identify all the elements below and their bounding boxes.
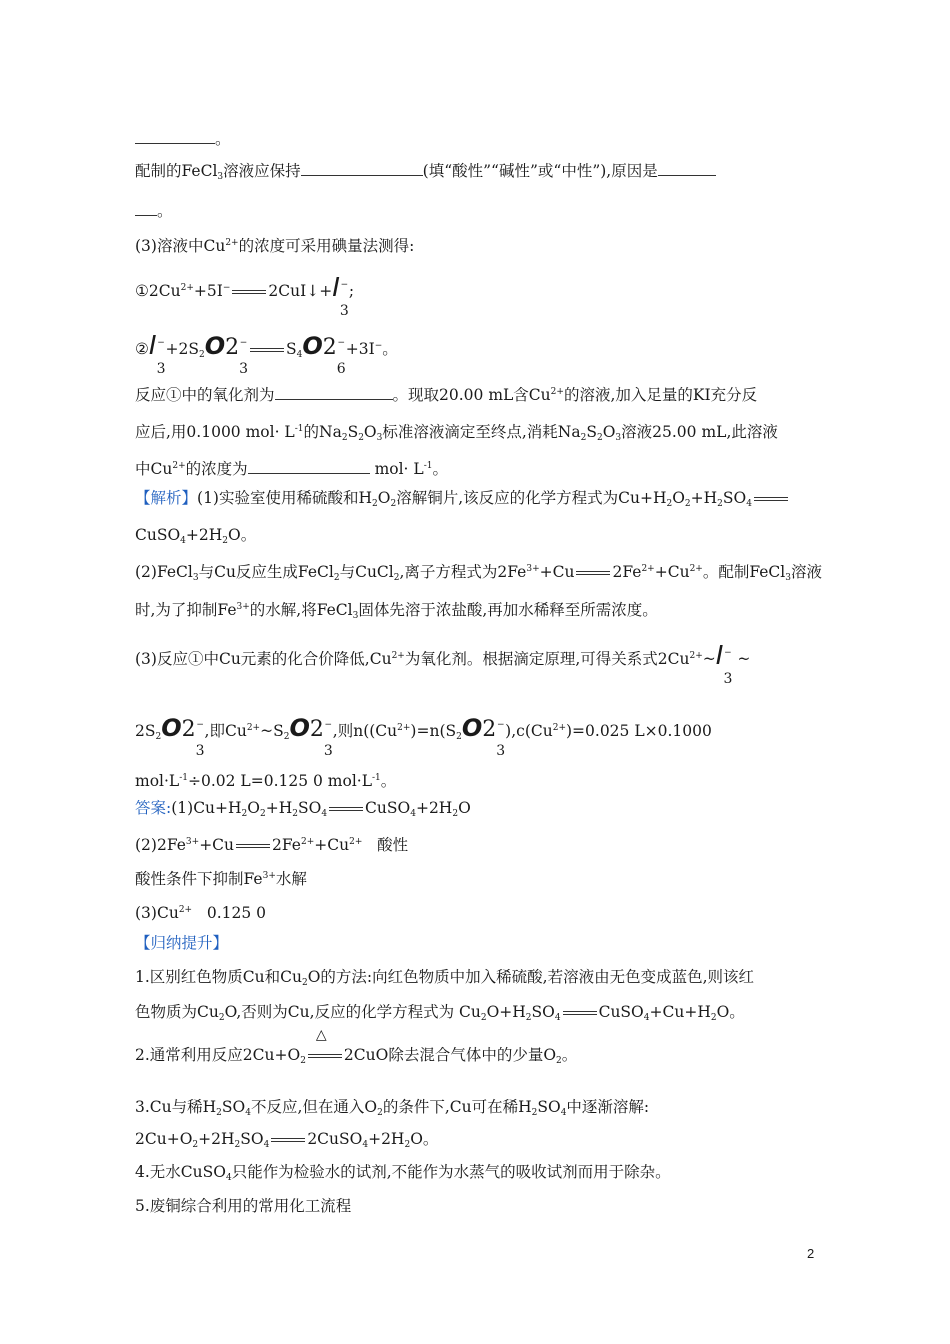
- summary-line-6: 4.无水CuSO$_4$只能作为检验水的试剂,不能作为水蒸气的吸收试剂而用于除杂。: [135, 1163, 671, 1183]
- analysis-line-5: (3)反应①中Cu元素的化合价降低$,Cu^{2+}$为氧化剂。根据滴定原理,可得关系式$2Cu^{2+}\sim I^-$ 3 ~: [135, 641, 751, 687]
- analysis-line-1: 【解析】(1)实验室使用稀硫酸和$H_2O_2$溶解铜片,该反应的化学方程式为$Cu+H_2O_2+H_2SO_4$: [135, 487, 790, 515]
- summary-line-3: 2.通常利用反应$2Cu+O_2$ △ 2CuO除去混合气体中的少量$O_2$。: [135, 1044, 577, 1072]
- answer-blank[interactable]: [658, 161, 716, 176]
- q-line-6: 应后,用0.1000 $mol\cdot L^{-1}$的$Na_2S_2O_3$标准溶液滴定至终点,消耗$Na_2S_2O_3$溶液25.00 mL,此溶液: [135, 423, 778, 443]
- analysis-line-6: $2S_2O2^-$ 3,即$Cu^{2+}\sim S_2O2^-$ 3,则$n((Cu^{2+})=n(S_2O2^-$ $3),c(Cu^{2+})=0.025$ L×0.1000: [135, 714, 712, 759]
- page-number: 2: [807, 1246, 815, 1261]
- answer-blank[interactable]: [301, 161, 423, 176]
- answer-line-2: $(2)2Fe^{3+}+Cu$ $2Fe^{2+}+Cu^{2+}$ 酸性: [135, 836, 409, 854]
- summary-line-4: 3.Cu与稀$H_2SO_4$不反应,但在通入$O_2$的条件下,Cu可在稀$H_2SO_4$中逐渐溶解:: [135, 1098, 650, 1118]
- summary-line-5: $2Cu+O_2+2H_2SO_4$ $2CuSO_4+2H_2O$。: [135, 1130, 439, 1150]
- summary-line-1: 1.区别红色物质Cu和$Cu_2O$的方法:向红色物质中加入稀硫酸,若溶液由无色变成蓝色,则该红: [135, 968, 755, 988]
- q-line-5: 反应①中的氧化剂为 。现取20.00 mL含$Cu^{2+}$的溶液,加入足量的KI充分反: [135, 386, 758, 404]
- analysis-line-7: $mol\cdot L^{-1}\div 0.02$ L=0.125 0 $mol\cdot L^{-1}$。: [135, 772, 397, 790]
- q-line-2: 。: [135, 200, 173, 222]
- q-line-7: 中$Cu^{2+}$的浓度为 $mol\cdot L^{-1}$。: [135, 460, 448, 478]
- q-line-1: 配制的FeCl$_3$溶液应保持 (填“酸性”“碱性”或“中性”),原因是: [135, 160, 716, 188]
- heat-symbol: △: [315, 1027, 327, 1043]
- summary-line-7: 5.废铜综合利用的常用化工流程: [135, 1197, 352, 1215]
- equation-1: $①2Cu^{2+}+5I^-$ 2CuI↓+I− 3;: [135, 273, 355, 319]
- answer-tag: 答案:: [135, 799, 172, 817]
- summary-tag-line: [135, 932, 228, 954]
- answer-blank[interactable]: [135, 129, 215, 144]
- equation-2: ②I− $3+2S_2O2^-$ $3S_4O2^-$ 6+3I−。: [135, 331, 398, 377]
- analysis-line-2: $CuSO_4+2H_2O$。: [135, 526, 257, 546]
- summary-tag: 【归纳提升】: [135, 934, 229, 952]
- answer-line-3: 酸性条件下抑制$Fe^{3+}$水解: [135, 870, 307, 888]
- answer-blank[interactable]: [135, 201, 157, 216]
- q-line-3: (3)溶液中$Cu^{2+}$的浓度可采用碘量法测得:: [135, 237, 415, 255]
- analysis-tag: 【解析】: [135, 489, 198, 507]
- answer-line-4: $(3)Cu^{2+}$ 0.125 0: [135, 904, 267, 922]
- summary-line-2: 色物质为$Cu_2O$,否则为Cu,反应的化学方程式为 $Cu_2O+H_2SO_4$ $CuSO_4+Cu+H_2O$。: [135, 1003, 745, 1023]
- q-line-0: 。: [135, 128, 231, 150]
- answer-blank[interactable]: [275, 385, 393, 400]
- answer-blank[interactable]: [248, 459, 370, 474]
- analysis-line-4: 时,为了抑制$Fe^{3+}$的水解,将FeCl$_3$固体先溶于浓盐酸,再加水稀释至所需浓度。: [135, 601, 658, 621]
- analysis-line-3: (2)FeCl$_3$与Cu反应生成FeCl$_2$与CuCl$_2$,离子方程式为$2Fe^{3+}+Cu$ $2Fe^{2+}+Cu^{2+}$。配制FeCl$_3$溶液: [135, 563, 822, 583]
- answer-line-1: 答案$:(1)Cu+H_2O_2+H_2SO_4$ $CuSO_4+2H_2O$: [135, 799, 471, 819]
